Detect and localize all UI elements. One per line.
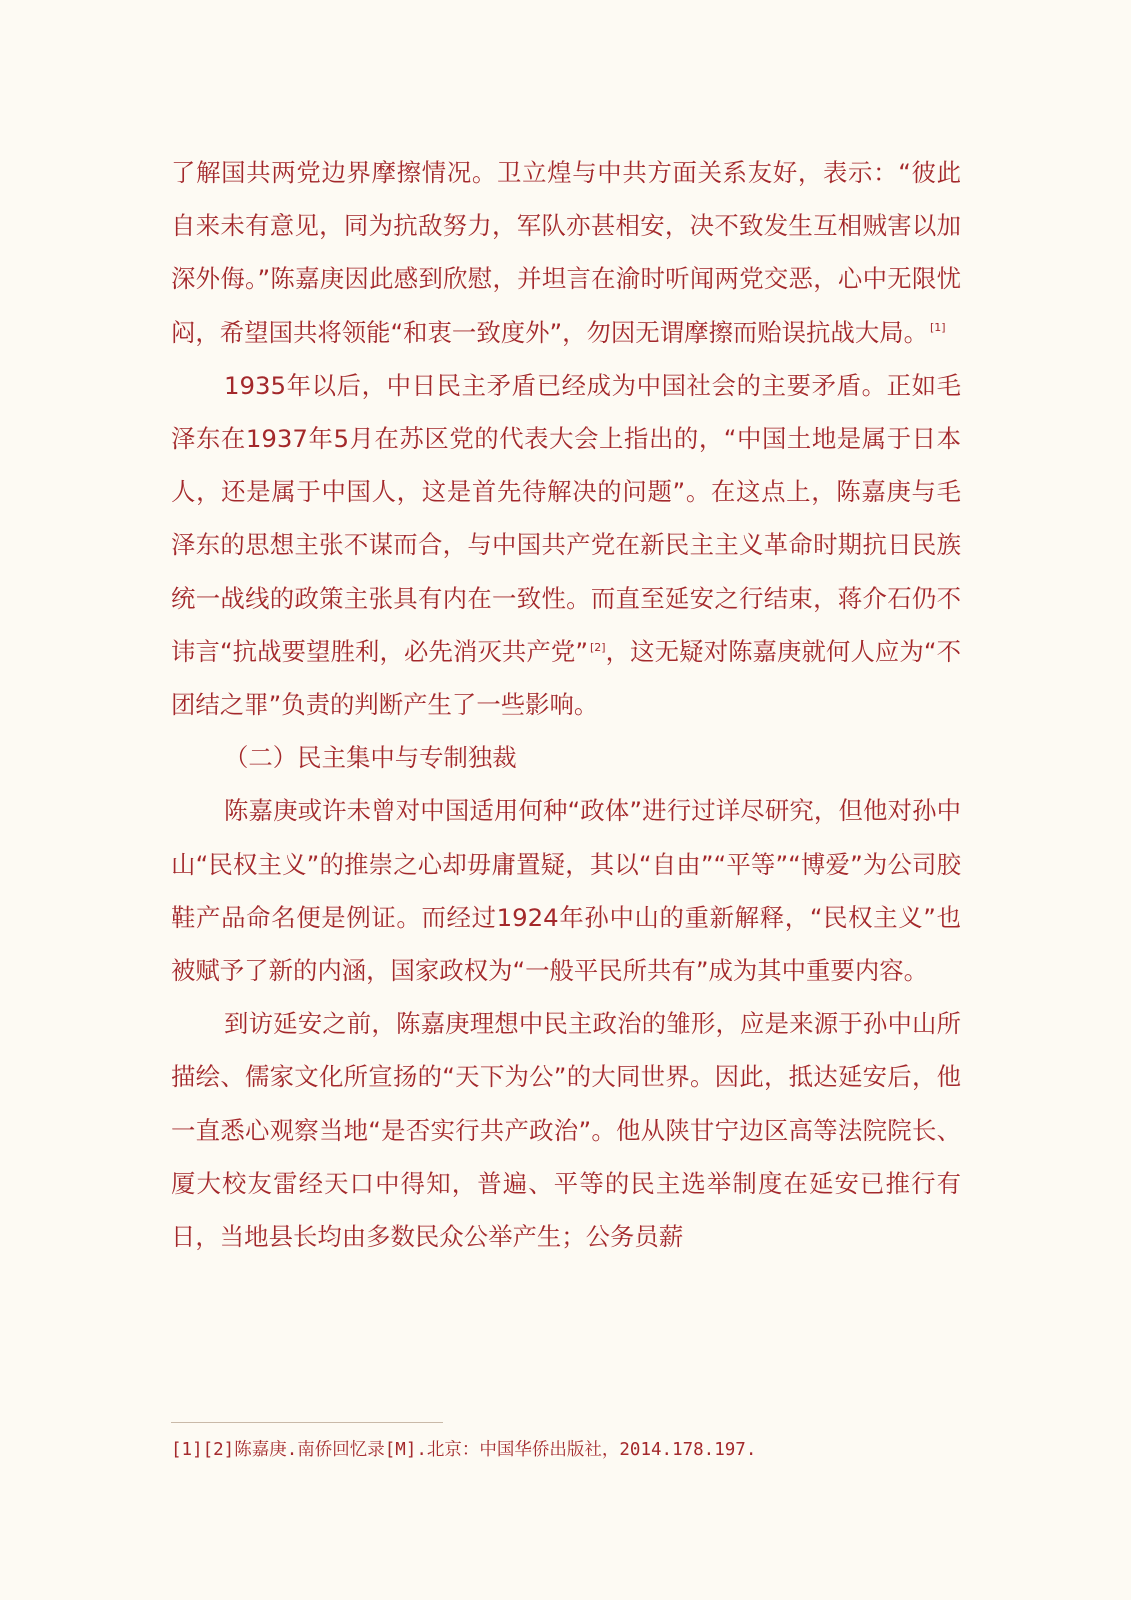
footnote-divider — [171, 1422, 443, 1423]
paragraph-3: 陈嘉庚或许未曾对中国适用何种“政体”进行过详尽研究，但他对孙中山“民权主义”的推崇之心却毋庸置疑，其以“自由”“平等”“博爱”为公司胶鞋产品命名便是例证。而经过1924年孙中山的重新解释，“民权主义”也被赋予了新的内涵，国家政权为“一般平民所共有”成为其中重要内容。 — [171, 796, 961, 986]
section-heading: （二）民主集中与专制独裁 — [224, 743, 517, 773]
paragraph-text: 1935年以后，中日民主矛盾已经成为中国社会的主要矛盾。正如毛泽东在1937年5月在苏区党的代表大会上指出的，“中国土地是属于日本人，还是属于中国人，这是首先待解决的问题”。在这点上，陈嘉庚与毛泽东的思想主张不谋而合，与中国共产党在新民主主义革命时期抗日民族统一战线的政策主张具有内在一致性。而直至延安之行结束，蒋介石仍不讳言“抗战要望胜利，必先消灭共产党” — [171, 370, 961, 666]
paragraph-1 — [171, 146, 961, 359]
page-body — [171, 146, 961, 1263]
paragraph-2 — [171, 359, 961, 731]
paragraph-text: 了解国共两党边界摩擦情况。卫立煌与中共方面关系友好，表示：“彼此自来未有意见，同为抗敌努力，军队亦甚相安，决不致发生互相贼害以加深外侮。”陈嘉庚因此感到欣慰，并坦言在渝时听闻两党交恶，心中无限忧闷，希望国共将领能“和衷一致度外”，勿因无谓摩擦而贻误抗战大局。 — [171, 158, 961, 347]
footnote: [1][2]陈嘉庚.南侨回忆录[M].北京：中国华侨出版社，2014.178.197. — [171, 1440, 757, 1460]
footnote-ref-2[interactable]: [2] — [590, 640, 606, 654]
footnote-ref-1[interactable]: [1] — [930, 321, 946, 335]
paragraph-4: 到访延安之前，陈嘉庚理想中民主政治的雏形，应是来源于孙中山所描绘、儒家文化所宣扬的“天下为公”的大同世界。因此，抵达延安后，他一直悉心观察当地“是否实行共产政治”。他从陕甘宁边区高等法院院长、厦大校友雷经天口中得知，普遍、平等的民主选举制度在延安已推行有日，当地县长均由多数民众公举产生；公务员薪 — [171, 1009, 961, 1252]
paragraph-text-continued: ，这无疑对陈嘉庚就何人应为“不团结之罪”负责的判断产生了一些影响。 — [171, 636, 961, 720]
